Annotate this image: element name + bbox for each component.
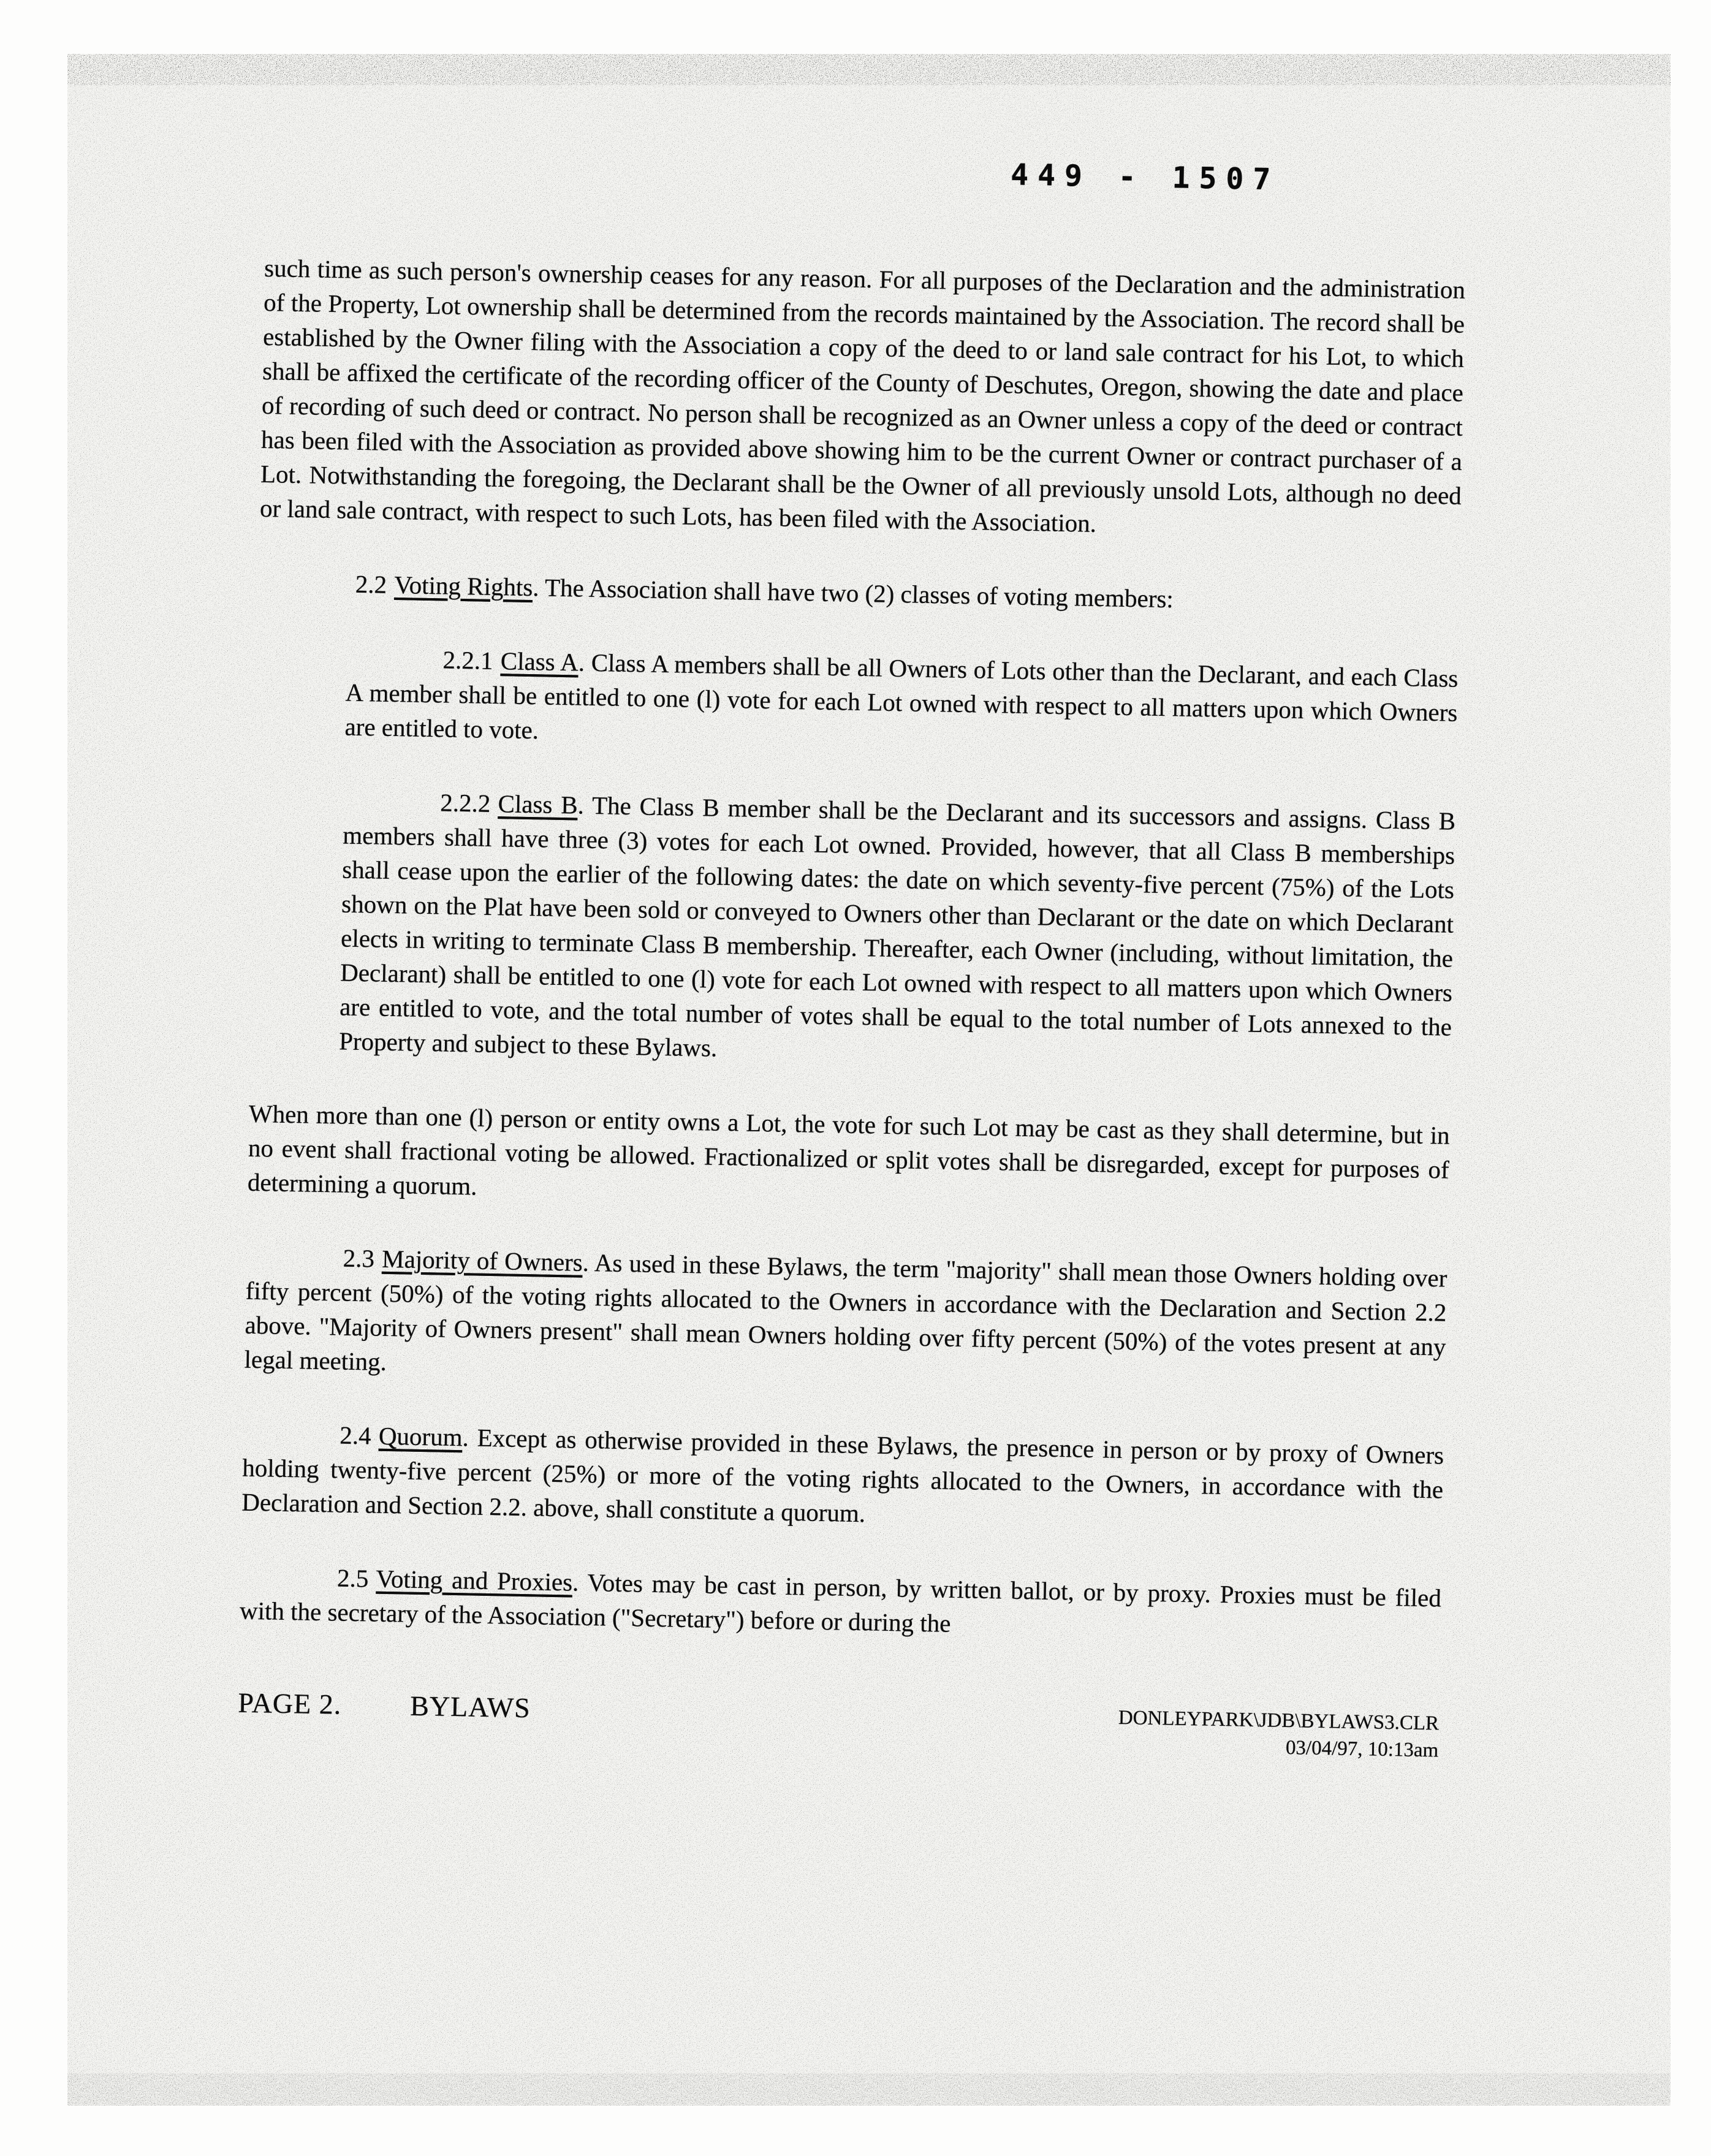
paragraph-ownership-records: such time as such person's ownership ceases for any reason. For all purposes of the Declaration and the administration of the Property, Lot ownership shall be determined from the records maintained by the Association. The record shall be established by the Owner filing with the Association a copy of the deed to or land sale contract for his Lot, to which shall be affixed the certificate of the recording officer of the County of Deschutes, Oregon, showing the date and place of recording of such deed or contract. No person shall be recognized as an Owner unless a copy of the deed or contract has been filed with the Association as provided above showing him to be the current Owner or contract purchaser of a Lot. Notwithstanding the foregoing, the Declarant shall be the Owner of all previously unsold Lots, although no deed or land sale contract, with respect to such Lots, has been filed with the Association. bbox=[259, 253, 1466, 537]
footer-file-reference bbox=[1118, 1702, 1440, 1764]
section-title: Voting Rights bbox=[393, 570, 533, 602]
section-number: 2.2.1 bbox=[442, 645, 494, 675]
file-path-label: DONLEYPARK\JDB\BYLAWS3.CLR bbox=[1118, 1706, 1440, 1735]
section-text: . As used in these Bylaws, the term "majority" shall mean those Owners holding over fifty percent (50%) of the voting rights allocated to the Owners in accordance with the Declaration and Section 2.2 above. "Majority of Owners present" shall mean Owners holding over fifty percent (50%) of the votes present at any legal meeting. bbox=[244, 1248, 1447, 1376]
section-2-2-2-class-b bbox=[339, 783, 1456, 1078]
section-title: Class B bbox=[498, 789, 579, 819]
section-text: . Class A members shall be all Owners of Lots other than the Declarant, and each Class A member shall be entitled to one (l) vote for each Lot owned with respect to all matters upon which Owners are entitled to vote. bbox=[344, 648, 1459, 745]
section-text: . Votes may be cast in person, by written ballot, or by proxy. Proxies must be filed with the secretary of the Association ("Secretary") before or during the bbox=[239, 1568, 1442, 1638]
section-2-2-1-class-a bbox=[344, 641, 1459, 764]
section-number: 2.4 bbox=[339, 1421, 372, 1450]
section-number: 2.5 bbox=[336, 1563, 369, 1593]
document-title-label: BYLAWS bbox=[409, 1690, 531, 1724]
document-content bbox=[237, 144, 1467, 1764]
page-stamp-number: 449 - 1507 bbox=[1010, 158, 1280, 197]
file-datetime-label: 03/04/97, 10:13am bbox=[1285, 1736, 1439, 1762]
section-title: Majority of Owners bbox=[381, 1244, 583, 1277]
section-title: Quorum bbox=[378, 1421, 463, 1452]
section-number: 2.3 bbox=[343, 1243, 375, 1273]
section-title: Voting and Proxies bbox=[376, 1564, 573, 1596]
section-2-3-majority-of-owners bbox=[244, 1239, 1447, 1399]
footer-page-labels bbox=[238, 1686, 531, 1726]
section-number: 2.2.2 bbox=[439, 788, 491, 818]
section-text: . Except as otherwise provided in these Bylaws, the presence in person or by proxy of Owners holding twenty-five percent (25%) or more of the voting rights allocated to the Owners, in accordance with the Declaration and Section 2.2. above, shall constitute a quorum. bbox=[241, 1423, 1444, 1528]
section-2-5-voting-and-proxies bbox=[240, 1559, 1442, 1650]
page-number-label: PAGE 2. bbox=[237, 1687, 342, 1720]
paragraph-fractional-voting: When more than one (l) person or entity owns a Lot, the vote for such Lot may be cast as they shall determine, but in no event shall fractional voting be allowed. Fractionalized or split votes shall be disregarded, except for purposes of determining a quorum. bbox=[247, 1099, 1451, 1201]
section-2-4-quorum bbox=[241, 1416, 1444, 1541]
section-title: Class A bbox=[500, 647, 579, 677]
section-number: 2.2 bbox=[355, 569, 387, 599]
section-text: . The Association shall have two (2) classes of voting members: bbox=[532, 573, 1174, 613]
section-2-2-voting-rights bbox=[258, 565, 1460, 621]
section-text: . The Class B member shall be the Declarant and its successors and assigns. Class B members shall have three (3) votes for each Lot owned. Provided, however, that all Class B memberships shall cease upon the earlier of the following dates: the date on which seventy-five percent (75%) of the Lots shown on the Plat have been sold or conveyed to Owners other than Declarant or the date on which Declarant elects in writing to terminate Class B membership. Thereafter, each Owner (including, without limitation, the Declarant) shall be entitled to one (l) vote for each Lot owned with respect to all matters upon which Owners are entitled to vote, and the total number of votes shall be equal to the total number of Lots annexed to the Property and subject to these Bylaws. bbox=[338, 791, 1456, 1062]
